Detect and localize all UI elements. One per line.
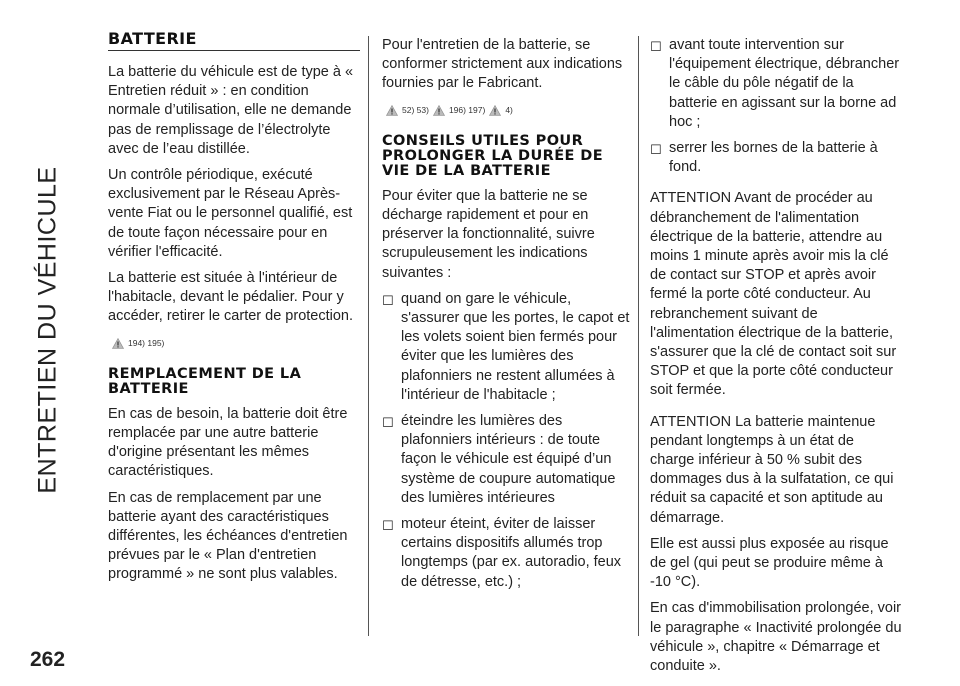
column-divider-1 — [368, 36, 369, 636]
column-2 — [382, 36, 632, 599]
paragraph: En cas de besoin, la batterie doit être remplacée par une autre batterie d'origine présentant les mêmes caractéristiques. — [108, 405, 348, 480]
paragraph: Pour l'entretien de la batterie, se conformer strictement aux indications fournies par le Fabricant. — [382, 37, 623, 92]
list-item: ☐ quand on gare le véhicule, s'assurer que les portes, le capot et les volets soient bien fermés pour éviter que les lumières des plafonniers ne restent allumées à l'intérieur de l'habitacle ; — [382, 290, 630, 403]
heading-batterie: BATTERIE — [108, 30, 360, 51]
ref-numbers: 52) 53) — [402, 104, 429, 115]
ref-numbers: 4) — [505, 104, 513, 115]
checkbox-bullet-icon: ☐ — [382, 292, 394, 308]
section-side-title: ENTRETIEN DU VÉHICULE — [33, 166, 62, 494]
column-divider-2 — [638, 36, 639, 636]
list-item: ☐ avant toute intervention sur l'équipement électrique, débrancher le câble du pôle négatif de la batterie en agissant sur la borne ad hoc ; — [650, 37, 900, 130]
heading-remplacement: REMPLACEMENT DE LA BATTERIE — [108, 365, 302, 397]
checklist — [382, 290, 632, 592]
attention-paragraph: ATTENTION Avant de procéder au débranchement de l'alimentation électrique de la batterie, attendre au moins 1 minute après avoir mis la clé de contact sur STOP et après avoir fermé la porte côté conducteur. Au rebranchement suivant de l'alimentation électrique de la batterie, s'assurer que la clé de contact soit sur STOP et que la porte côté conducteur soit fermée. — [650, 190, 897, 399]
paragraph: La batterie du véhicule est de type à « Entretien réduit » : en condition normale d’utilisation, elle ne demande pas de remplissage de l’électrolyte avec de l’eau distillée. — [108, 64, 354, 157]
list-item: ☐ éteindre les lumières des plafonniers intérieurs : de toute façon le véhicule est équipé d’un système de coupure automatique des lumières intérieures — [382, 413, 616, 506]
warning-triangle-icon — [112, 338, 124, 349]
warning-refs — [386, 101, 632, 120]
checkbox-bullet-icon: ☐ — [382, 518, 394, 534]
environment-note-icon — [489, 105, 501, 116]
ref-numbers: 196) 197) — [448, 104, 486, 115]
list-item: ☐ moteur éteint, éviter de laisser certains dispositifs allumés trop longtemps (par ex. autoradio, feux de détresse, etc.) ; — [382, 516, 622, 590]
checkbox-bullet-icon: ☐ — [650, 39, 662, 54]
paragraph: La batterie est située à l'intérieur de l'habitacle, devant le pédalier. Pour y accéder, retirer le carter de protection. — [108, 270, 354, 325]
page-number: 262 — [30, 648, 66, 671]
warning-triangle-icon — [433, 105, 445, 116]
checkbox-bullet-icon: ☐ — [382, 415, 394, 431]
ref-numbers: 194) 195) — [128, 337, 165, 348]
heading-conseils: CONSEILS UTILES POUR PROLONGER LA DURÉE DE VIE DE LA BATTERIE — [382, 132, 604, 179]
paragraph: Un contrôle périodique, exécuté exclusivement par le Réseau Après-vente Fiat ou le personnel qualifié, est de toute façon nécessaire pour en vérifier l'efficacité. — [108, 167, 353, 260]
checkbox-bullet-icon: ☐ — [650, 142, 662, 158]
column-3 — [650, 36, 902, 683]
paragraph: Elle est aussi plus exposée au risque de gel (qui peut se produire même à -10 °C). — [650, 535, 889, 591]
checklist — [650, 36, 902, 177]
paragraph: En cas d'immobilisation prolongée, voir le paragraphe « Inactivité prolongée du véhicule », chapitre « Démarrage et conduite ». — [650, 600, 902, 675]
paragraph: En cas de remplacement par une batterie ayant des caractéristiques différentes, les échéances d'entretien prévues par le « Plan d'entretien programmé » ne sont plus valables. — [108, 489, 348, 583]
warning-refs — [112, 334, 360, 353]
attention-paragraph: ATTENTION La batterie maintenue pendant longtemps à un état de charge inférieur à 50 % subit des dommages dus à la sulfatation, ce qui réduit sa capacité et son aptitude au démarrage. — [650, 413, 894, 526]
column-1 — [108, 30, 360, 592]
lightbulb-note-icon — [386, 105, 398, 116]
paragraph: Pour éviter que la batterie ne se décharge rapidement et pour en préserver la fonctionnalité, suivre scrupuleusement les indications suivantes : — [382, 187, 595, 281]
list-item: ☐ serrer les bornes de la batterie à fond. — [650, 140, 878, 176]
